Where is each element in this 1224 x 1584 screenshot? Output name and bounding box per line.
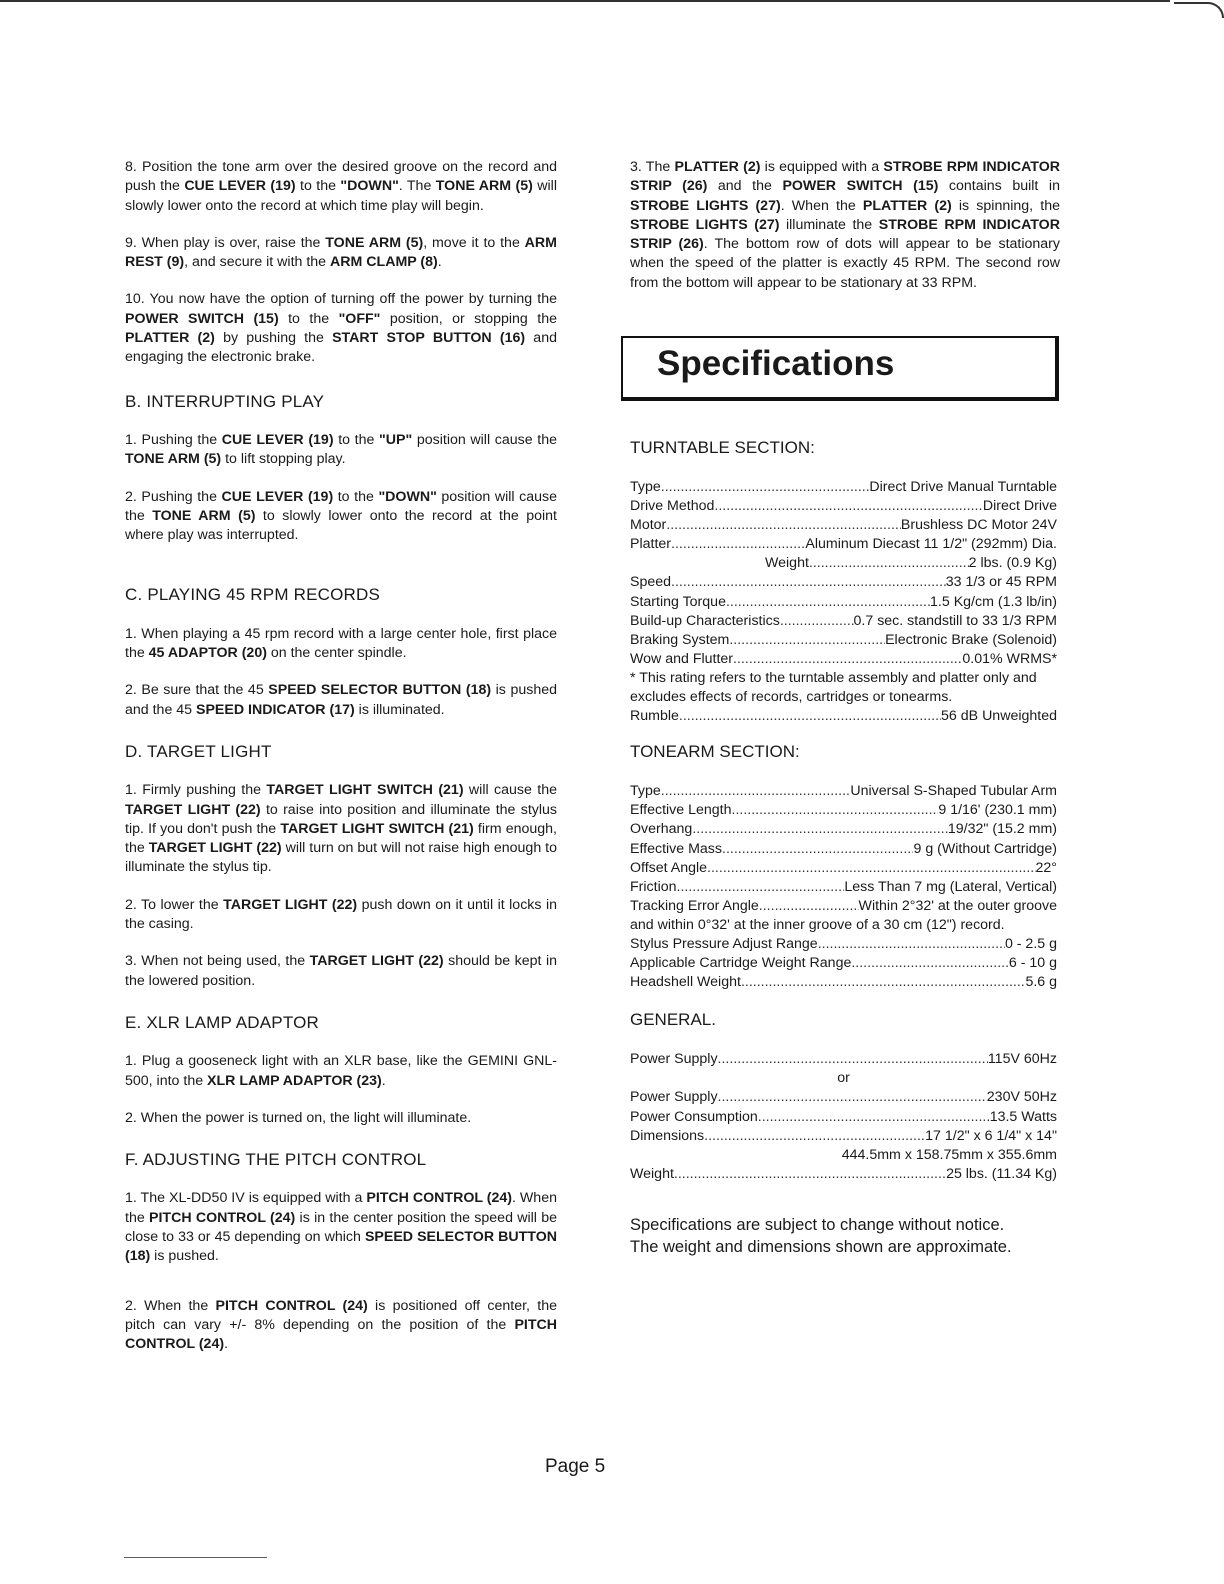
spec-value: 1.5 Kg/cm (1.3 lb/in) (930, 593, 1057, 610)
text-run: , and secure it with the (184, 254, 331, 271)
bold-term: 45 ADAPTOR (20) (148, 645, 267, 662)
bold-term: TONE ARM (5) (152, 507, 256, 524)
spec-label: Braking System (630, 631, 730, 648)
text-run: 3. The (630, 159, 675, 175)
para-c1 (125, 625, 557, 664)
text-run: should be kept in the lowered position. (125, 953, 557, 989)
left-column (125, 158, 557, 1372)
bold-term: POWER SWITCH (15) (782, 178, 939, 195)
bold-term: STROBE RPM INDICATOR STRIP (26) (630, 159, 1060, 195)
spec-label: Overhang (630, 821, 693, 838)
dot-leader (758, 1108, 990, 1127)
spec-label: Build-up Characteristics (630, 612, 780, 629)
dot-leader (671, 573, 946, 592)
bold-term: CUE LEVER (19) (221, 488, 334, 505)
text-run: 2. When the (125, 1297, 216, 1314)
spec-value: 0.01% WRMS* (962, 650, 1057, 667)
spec-label: Drive Method (630, 498, 715, 515)
spec-label: Offset Angle (630, 859, 708, 876)
spec-row (630, 935, 1057, 954)
spec-row (630, 650, 1057, 669)
text-run: and the (707, 178, 783, 195)
section-heading-e: E. XLR LAMP ADAPTOR (125, 1012, 320, 1032)
bold-term: "DOWN" (340, 178, 399, 195)
text-run: . The (398, 178, 436, 195)
dot-leader (732, 801, 939, 820)
tonearm-rows-2 (630, 935, 1057, 992)
dot-leader (722, 840, 913, 859)
dot-leader (677, 878, 845, 897)
para-strobe (630, 158, 1060, 293)
bold-term: "UP" (379, 431, 413, 448)
text-run: is pushed. (150, 1248, 219, 1265)
text-run: 2. Be sure that the 45 (125, 682, 269, 699)
spec-value: Electronic Brake (Solenoid) (885, 631, 1057, 648)
spec-row (630, 573, 1057, 592)
bold-term: PLATTER (2) (125, 330, 215, 347)
para-b2 (125, 488, 557, 546)
spec-row (630, 820, 1057, 839)
bold-term: START STOP BUTTON (16) (332, 330, 526, 347)
dot-leader (718, 1088, 987, 1107)
section-heading-c: C. PLAYING 45 RPM RECORDS (125, 585, 381, 605)
bold-term: "DOWN" (378, 488, 437, 505)
spec-row (630, 859, 1057, 878)
spec-value: 5.6 g (1025, 974, 1057, 991)
spec-label: Type (630, 479, 661, 495)
section-heading-b: B. INTERRUPTING PLAY (125, 391, 325, 411)
dot-leader (741, 973, 1026, 992)
spec-label: Stylus Pressure Adjust Range (630, 935, 818, 952)
spec-label: Friction (630, 878, 677, 895)
text-run: to lift stopping play. (221, 451, 346, 468)
or-text: or (837, 1070, 850, 1087)
bold-term: TONE ARM (5) (435, 178, 533, 195)
section-heading-d: D. TARGET LIGHT (125, 741, 272, 761)
spec-label: Power Consumption (630, 1108, 758, 1125)
dot-leader (818, 935, 1005, 954)
text-run: 1. The XL-DD50 IV is equipped with a (125, 1190, 367, 1207)
spec-value: 6 - 10 g (1008, 955, 1057, 972)
spec-row (630, 612, 1057, 631)
spec-label: Applicable Cartridge Weight Range (630, 955, 852, 972)
spec-value: Brushless DC Motor 24V (900, 517, 1057, 534)
text-run: 3. When not being used, the (125, 953, 310, 970)
spec-row (630, 801, 1057, 820)
spec-value: Within 2°32' at the outer groove (858, 897, 1057, 914)
spec-row (630, 631, 1057, 650)
text-run: 2. Pushing the (125, 488, 222, 505)
text-run: is in the center position the speed will be close to 33 or 45 depending on which (125, 1209, 558, 1245)
spec-value: Direct Drive Manual Turntable (869, 479, 1057, 495)
spec-label: Effective Mass (630, 840, 722, 857)
bold-term: PLATTER (2) (862, 197, 952, 214)
dot-leader (759, 897, 859, 916)
top-border-line (0, 0, 1170, 2)
bold-term: CUE LEVER (19) (221, 431, 334, 448)
spec-row (630, 516, 1057, 535)
page-number: Page 5 (545, 1456, 606, 1477)
spec-label: Type (630, 783, 661, 800)
bold-term: PITCH CONTROL (24) (215, 1297, 368, 1314)
text-run: 1. Plug a gooseneck light with an XLR base, like the GEMINI GNL-500, into the (125, 1053, 557, 1089)
text-run: is spinning, the (951, 197, 1060, 214)
text-run: illuminate the (779, 216, 879, 233)
spec-row (630, 535, 1057, 554)
para-step-8 (125, 158, 557, 216)
spec-row (630, 840, 1057, 859)
text-run: to raise into position and illuminate the stylus tip. If you don't push the (125, 801, 557, 837)
spec-value: 13.5 Watts (989, 1108, 1057, 1125)
para-step-9 (125, 234, 557, 273)
spec-row (630, 593, 1057, 612)
specs-list (630, 438, 1057, 1258)
text-run: contains built in (938, 178, 1060, 195)
spec-value: Aluminum Diecast 11 1/2" (292mm) Dia. (805, 536, 1057, 553)
dot-leader (726, 593, 930, 612)
para-d2 (125, 896, 557, 935)
para-f2 (125, 1297, 557, 1355)
para-e1 (125, 1052, 557, 1091)
dot-leader (661, 782, 851, 801)
bold-term: PLATTER (2) (674, 159, 761, 175)
bold-term: SPEED SELECTOR BUTTON (18) (125, 1228, 557, 1265)
bold-term: SPEED INDICATOR (17) (196, 701, 355, 718)
bold-term: TARGET LIGHT (22) (148, 840, 282, 857)
spec-value: 17 1/2" x 6 1/4" x 14" (925, 1127, 1057, 1144)
text-run: 8. Position the tone arm over the desired groove on the record and push the (125, 159, 557, 195)
spec-row (630, 782, 1057, 801)
text-run: is illuminated. (354, 701, 445, 718)
specifications-title-box (621, 336, 1059, 401)
text-run: is pushed and the 45 (125, 682, 557, 718)
spec-label: Effective Length (630, 802, 732, 819)
spec-value: 0.7 sec. standstill to 33 1/3 RPM (853, 612, 1057, 629)
spec-value: 0 - 2.5 g (1004, 935, 1057, 952)
bold-term: TARGET LIGHT SWITCH (21) (266, 782, 464, 799)
spec-value: 19/32" (15.2 mm) (947, 821, 1057, 838)
text-run: will cause the (463, 782, 557, 799)
dot-leader (714, 497, 983, 516)
text-run: . (224, 1336, 229, 1353)
dot-leader (661, 478, 870, 497)
spec-label: Power Supply (630, 1089, 718, 1106)
bold-term: PITCH CONTROL (24) (125, 1316, 557, 1353)
para-b1 (125, 431, 557, 470)
bold-term: TARGET LIGHT (22) (309, 953, 444, 970)
bold-term: STROBE LIGHTS (27) (630, 216, 780, 233)
dot-leader (666, 516, 901, 535)
tracking-cont: and within 0°32' at the inner groove of a 30 cm (12") record. (630, 916, 1005, 933)
text-run: firm enough, the (125, 820, 557, 857)
general-heading: GENERAL. (630, 1010, 716, 1030)
right-column (630, 158, 1060, 311)
text-run: to the (295, 178, 341, 195)
text-run: . (381, 1072, 386, 1089)
text-run: 10. You now have the option of turning off the power by turning the (125, 291, 557, 308)
tonearm-rows (630, 782, 1057, 916)
spec-row-weight-general: Weight ..... 25 lbs. (11.34 Kg) (630, 1165, 1057, 1184)
text-run: 2. To lower the (125, 896, 224, 913)
turntable-rows (630, 478, 1057, 554)
bold-term: SPEED SELECTOR BUTTON (18) (268, 682, 492, 699)
bold-term: TARGET LIGHT SWITCH (21) (280, 820, 474, 837)
bottom-rule (124, 1557, 267, 1558)
spec-row-rumble: Rumble ..... 56 dB Unweighted (630, 707, 1057, 726)
text-run: , move it to the (423, 234, 525, 251)
text-run: 9. When play is over, raise the (125, 234, 326, 251)
spec-value: 22° (1035, 859, 1057, 876)
spec-label: Tracking Error Angle (630, 897, 759, 914)
spec-value: 230V 50Hz (986, 1089, 1057, 1106)
spec-row (630, 1127, 1057, 1146)
dimensions-metric: 444.5mm x 158.75mm x 355.6mm (841, 1146, 1057, 1163)
spec-label: Starting Torque (630, 593, 726, 610)
para-e2 (125, 1109, 557, 1128)
dot-leader (733, 650, 962, 669)
para-f1 (125, 1189, 557, 1266)
text-run: 2. When the power is turned on, the light will illuminate. (125, 1109, 472, 1126)
bold-term: PITCH CONTROL (24) (149, 1209, 296, 1226)
specs-disclaimer: Specifications are subject to change without notice. The weight and dimensions shown are approximate. (630, 1215, 1012, 1256)
spec-value: Direct Drive (982, 498, 1057, 515)
bold-term: ARM CLAMP (8) (330, 254, 438, 271)
text-run: to the (333, 431, 380, 448)
spec-label: Speed (630, 574, 672, 591)
spec-row (630, 1088, 1057, 1107)
text-run: . When the (780, 197, 863, 214)
dot-leader (707, 859, 1035, 878)
spec-label: Motor (630, 517, 667, 534)
text-run: . The bottom row of dots will appear to be stationary when the speed of the platter is exactly 45 RPM. The second row from the bottom will appear to be stationary at 33 RPM. (630, 236, 1060, 291)
spec-row (630, 954, 1057, 973)
dot-leader (780, 612, 854, 631)
bold-term: PITCH CONTROL (24) (366, 1190, 512, 1207)
general-rows (630, 1088, 1057, 1145)
spec-row (630, 897, 1057, 916)
wow-flutter-note: * This rating refers to the turntable assembly and platter only and excludes effects of records, cartridges or tonearms. (630, 669, 1037, 706)
text-run: 1. Firmly pushing the (125, 782, 267, 799)
bold-term: STROBE LIGHTS (27) (630, 197, 781, 214)
spec-value: 9 1/16' (230.1 mm) (938, 802, 1057, 819)
text-run: is positioned off center, the pitch can vary +/- 8% depending on the position of the (125, 1297, 557, 1333)
text-run: position, or stopping the (380, 310, 557, 327)
spec-value: Universal S-Shaped Tubular Arm (850, 783, 1057, 800)
spec-label: Wow and Flutter (630, 650, 734, 667)
bold-term: ARM REST (9) (125, 234, 557, 271)
text-run: on the center spindle. (266, 645, 407, 662)
turntable-heading: TURNTABLE SECTION: (630, 438, 815, 457)
spec-value: Less Than 7 mg (Lateral, Vertical) (844, 878, 1057, 895)
bold-term: CUE LEVER (19) (184, 178, 296, 195)
spec-row (630, 878, 1057, 897)
spec-row (630, 1108, 1057, 1127)
bold-term: POWER SWITCH (15) (125, 310, 279, 327)
bold-term: XLR LAMP ADAPTOR (23) (207, 1072, 382, 1089)
text-run: to the (278, 310, 339, 327)
text-run: position will cause the (412, 431, 557, 448)
turntable-rows-2 (630, 573, 1057, 668)
text-run: will turn on but will not raise high enough to illuminate the stylus tip. (125, 840, 557, 876)
spec-row-power-115: Power Supply ..... 115V 60Hz (630, 1050, 1057, 1069)
bold-term: TONE ARM (5) (325, 234, 424, 251)
text-run: to the (333, 488, 379, 505)
bold-term: TARGET LIGHT (22) (223, 896, 358, 913)
spec-row (630, 478, 1057, 497)
text-run: is equipped with a (760, 159, 884, 175)
spec-label: Headshell Weight (630, 974, 741, 991)
dot-leader (704, 1127, 925, 1146)
text-run: 1. Pushing the (125, 431, 222, 448)
spec-label: Dimensions (630, 1127, 705, 1144)
spec-row-weight: Weight ..... 2 lbs. (0.9 Kg) (630, 554, 1057, 573)
text-run: . (437, 254, 442, 271)
section-heading-f: F. ADJUSTING THE PITCH CONTROL (125, 1150, 427, 1170)
dot-leader (729, 631, 885, 650)
dot-leader (671, 535, 805, 554)
para-step-10 (125, 290, 557, 367)
text-run: 1. When playing a 45 rpm record with a large center hole, first place the (125, 625, 557, 662)
spec-value: 9 g (Without Cartridge) (913, 840, 1057, 857)
text-run: to slowly lower onto the record at the point where play was interrupted. (125, 507, 557, 544)
spec-label: Platter (630, 536, 672, 553)
text-run: will slowly lower onto the record at which time play will begin. (125, 178, 557, 214)
bold-term: "OFF" (338, 310, 381, 327)
spec-row (630, 973, 1057, 992)
corner-mark (1174, 2, 1224, 18)
para-c2 (125, 681, 557, 720)
bold-term: TARGET LIGHT (22) (125, 801, 261, 818)
bold-term: STROBE RPM INDICATOR STRIP (26) (630, 216, 1060, 253)
bold-term: TONE ARM (5) (125, 451, 222, 468)
specifications-title: Specifications (657, 344, 895, 383)
spec-row (630, 497, 1057, 516)
text-run: push down on it until it locks in the casing. (125, 896, 557, 933)
tonearm-heading: TONEARM SECTION: (630, 742, 800, 762)
text-run: and engaging the electronic brake. (125, 330, 557, 366)
text-run: by pushing the (214, 330, 333, 347)
para-d1 (125, 781, 557, 877)
spec-value: 33 1/3 or 45 RPM (945, 574, 1057, 591)
dot-leader (692, 820, 948, 839)
text-run: position will cause the (125, 488, 557, 524)
para-d3 (125, 952, 557, 991)
dot-leader (851, 954, 1009, 973)
text-run: . When the (125, 1190, 557, 1226)
